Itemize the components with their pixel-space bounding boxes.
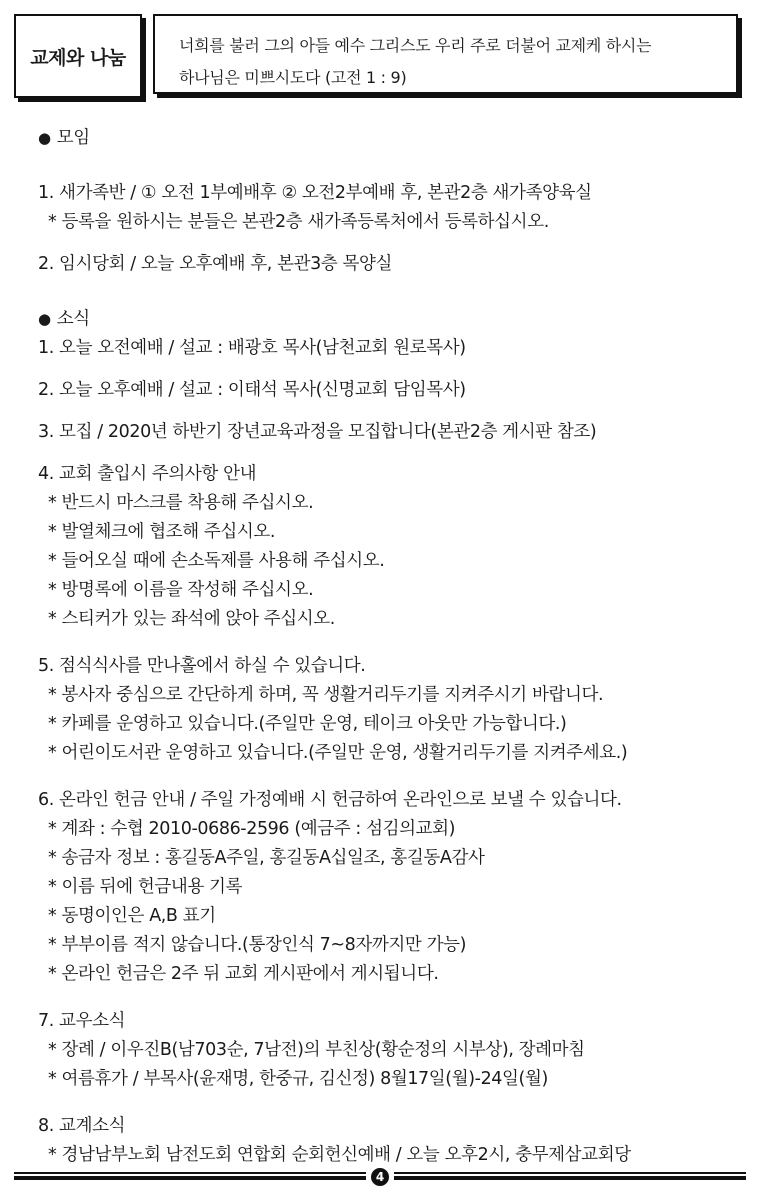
news-item-4-note: * 반드시 마스크를 착용해 주십시오.	[48, 493, 314, 513]
news-heading: ● 소식	[38, 309, 90, 329]
news-item-1: 1. 오늘 오전예배 / 설교 : 배광호 목사(남천교회 원로목사)	[38, 338, 466, 358]
news-item-4: 4. 교회 출입시 주의사항 안내	[38, 464, 257, 484]
news-item-7: 7. 교우소식	[38, 1011, 126, 1031]
meeting-heading: ● 모임	[38, 128, 90, 148]
news-item-7-note: * 여름휴가 / 부목사(윤재명, 한중규, 김신정) 8월17일(월)-24일(월)	[48, 1069, 548, 1089]
news-item-4-note: * 발열체크에 협조해 주십시오.	[48, 522, 276, 542]
footer-rule-right	[394, 1172, 746, 1180]
news-item-6-note: * 온라인 헌금은 2주 뒤 교회 게시판에서 게시됩니다.	[48, 964, 439, 984]
news-item-2: 2. 오늘 오후예배 / 설교 : 이태석 목사(신명교회 담임목사)	[38, 380, 466, 400]
meeting-item-1: 1. 새가족반 / ① 오전 1부예배후 ② 오전2부예배 후, 본관2층 새가족양육실	[38, 183, 592, 203]
news-item-5-note: * 어린이도서관 운영하고 있습니다.(주일만 운영, 생활거리두기를 지켜주세요.)	[48, 743, 628, 763]
bullet-icon: ●	[38, 310, 51, 328]
bullet-icon: ●	[38, 129, 51, 147]
news-item-4-note: * 들어오실 때에 손소독제를 사용해 주십시오.	[48, 551, 385, 571]
news-item-6: 6. 온라인 헌금 안내 / 주일 가정예배 시 헌금하여 온라인으로 보낼 수 있습니다.	[38, 790, 622, 810]
news-item-8: 8. 교계소식	[38, 1116, 126, 1136]
verse-box	[153, 14, 738, 94]
news-item-6-note: * 동명이인은 A,B 표기	[48, 906, 216, 926]
footer-rule-left	[14, 1172, 366, 1180]
meeting-item-2: 2. 임시당회 / 오늘 오후예배 후, 본관3층 목양실	[38, 254, 393, 274]
bulletin-content	[38, 124, 738, 1170]
news-item-6-note: * 송금자 정보 : 홍길동A주일, 홍길동A십일조, 홍길동A감사	[48, 848, 485, 868]
page-number: 4	[371, 1168, 389, 1186]
section-title-box	[14, 14, 142, 98]
news-item-8-note: * 경남남부노회 남전도회 연합회 순회헌신예배 / 오늘 오후2시, 충무제삼교회당	[48, 1145, 631, 1165]
verse-line-2: 하나님은 미쁘시도다 (고전 1 : 9)	[179, 68, 407, 87]
news-item-3: 3. 모집 / 2020년 하반기 장년교육과정을 모집합니다(본관2층 게시판 참조)	[38, 422, 597, 442]
page-footer	[14, 1168, 746, 1190]
news-item-6-note: * 계좌 : 수협 2010-0686-2596 (예금주 : 섬김의교회)	[48, 819, 456, 839]
news-item-5-note: * 봉사자 중심으로 간단하게 하며, 꼭 생활거리두기를 지켜주시기 바랍니다.	[48, 685, 604, 705]
news-item-4-note: * 방명록에 이름을 작성해 주십시오.	[48, 580, 314, 600]
news-item-6-note: * 부부이름 적지 않습니다.(통장인식 7~8자까지만 가능)	[48, 935, 467, 955]
news-item-5: 5. 점식식사를 만나홀에서 하실 수 있습니다.	[38, 656, 366, 676]
section-title: 교제와 나눔	[30, 46, 126, 69]
news-item-5-note: * 카페를 운영하고 있습니다.(주일만 운영, 테이크 아웃만 가능합니다.)	[48, 714, 567, 734]
verse-line-1: 너희를 불러 그의 아들 예수 그리스도 우리 주로 더불어 교제케 하시는	[179, 36, 652, 55]
news-item-6-note: * 이름 뒤에 헌금내용 기록	[48, 877, 243, 897]
news-item-4-note: * 스티커가 있는 좌석에 앉아 주십시오.	[48, 609, 335, 629]
news-item-7-note: * 장례 / 이우진B(남703순, 7남전)의 부친상(황순정의 시부상), 장례마침	[48, 1040, 585, 1060]
meeting-item-1-note: * 등록을 원하시는 분들은 본관2층 새가족등록처에서 등록하십시오.	[48, 212, 549, 232]
